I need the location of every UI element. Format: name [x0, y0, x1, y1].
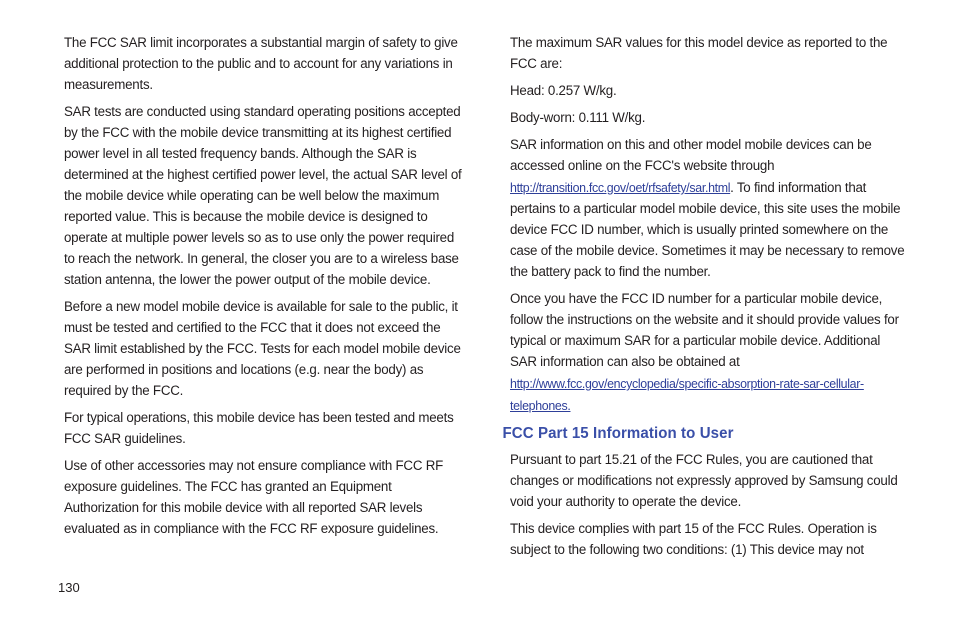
part15-caution-paragraph: Pursuant to part 15.21 of the FCC Rules, you are cautioned that changes or modifications not expressly approved by Samsung could void your authority to operate the device. [510, 452, 898, 510]
sar-values-intro: The maximum SAR values for this model device as reported to the FCC are: [510, 35, 888, 72]
accessories-paragraph: Use of other accessories may not ensure compliance with FCC RF exposure guidelines. The FCC has granted an Equipment Authorization for this mobile device with all reported SAR levels evaluated as in compliance with the FCC RF exposure guidelines. [64, 458, 444, 537]
left-column [64, 33, 463, 546]
part15-compliance-paragraph: This device complies with part 15 of the FCC Rules. Operation is subject to the following two conditions: (1) This device may not [510, 521, 877, 558]
fcc-encyclopedia-link[interactable]: http://www.fcc.gov/encyclopedia/specific-absorption-rate-sar-cellular-telephones. [510, 376, 864, 413]
section-heading: FCC Part 15 Information to User [502, 425, 734, 442]
head-sar-value: Head: 0.257 W/kg. [510, 83, 617, 99]
fcc-id-text: Once you have the FCC ID number for a particular mobile device, follow the instructions on the website and it should provide values for typical or maximum SAR for a particular mobile device. Additional SAR information can also be obtained at [510, 291, 899, 370]
sar-limit-paragraph: The FCC SAR limit incorporates a substantial margin of safety to give additional protection to the public and to account for any variations in measurements. [64, 35, 458, 93]
body-sar-value: Body-worn: 0.111 W/kg. [510, 110, 646, 126]
sar-tests-paragraph: SAR tests are conducted using standard operating positions accepted by the FCC with the mobile device transmitting at its highest certified power level in all tested frequency bands. Although the SAR is determined at the highest certified power level, the actual SAR level of the mobile device while operating can be well below the maximum reported value. This is because the mobile device is designed to operate at multiple power levels so as to use only the power required to reach the network. In general, the closer you are to a wireless base station antenna, the lower the power output of the mobile device. [64, 104, 462, 288]
typical-operations-paragraph: For typical operations, this mobile device has been tested and meets FCC SAR guidelines. [64, 410, 454, 447]
sar-info-text-continued: . To find information that pertains to a particular model mobile device, this site uses the mobile device FCC ID number, which is usually printed somewhere on the case of the mobile device. Sometimes it may be necessary to remove the battery pack to find the number. [510, 180, 905, 280]
page-number: 130 [58, 580, 80, 595]
fcc-sar-link[interactable]: http://transition.fcc.gov/oet/rfsafety/sar.html [510, 180, 731, 195]
right-column [502, 33, 905, 567]
sar-info-paragraph [510, 135, 905, 283]
certification-paragraph: Before a new model mobile device is available for sale to the public, it must be tested and certified to the FCC that it does not exceed the SAR limit established by the FCC. Tests for each model mobile device are performed in positions and locations (e.g. near the body) as required by the FCC. [64, 299, 461, 399]
sar-info-text: SAR information on this and other model mobile devices can be accessed online on the FCC's website through [510, 137, 872, 174]
fcc-id-paragraph [510, 289, 905, 417]
